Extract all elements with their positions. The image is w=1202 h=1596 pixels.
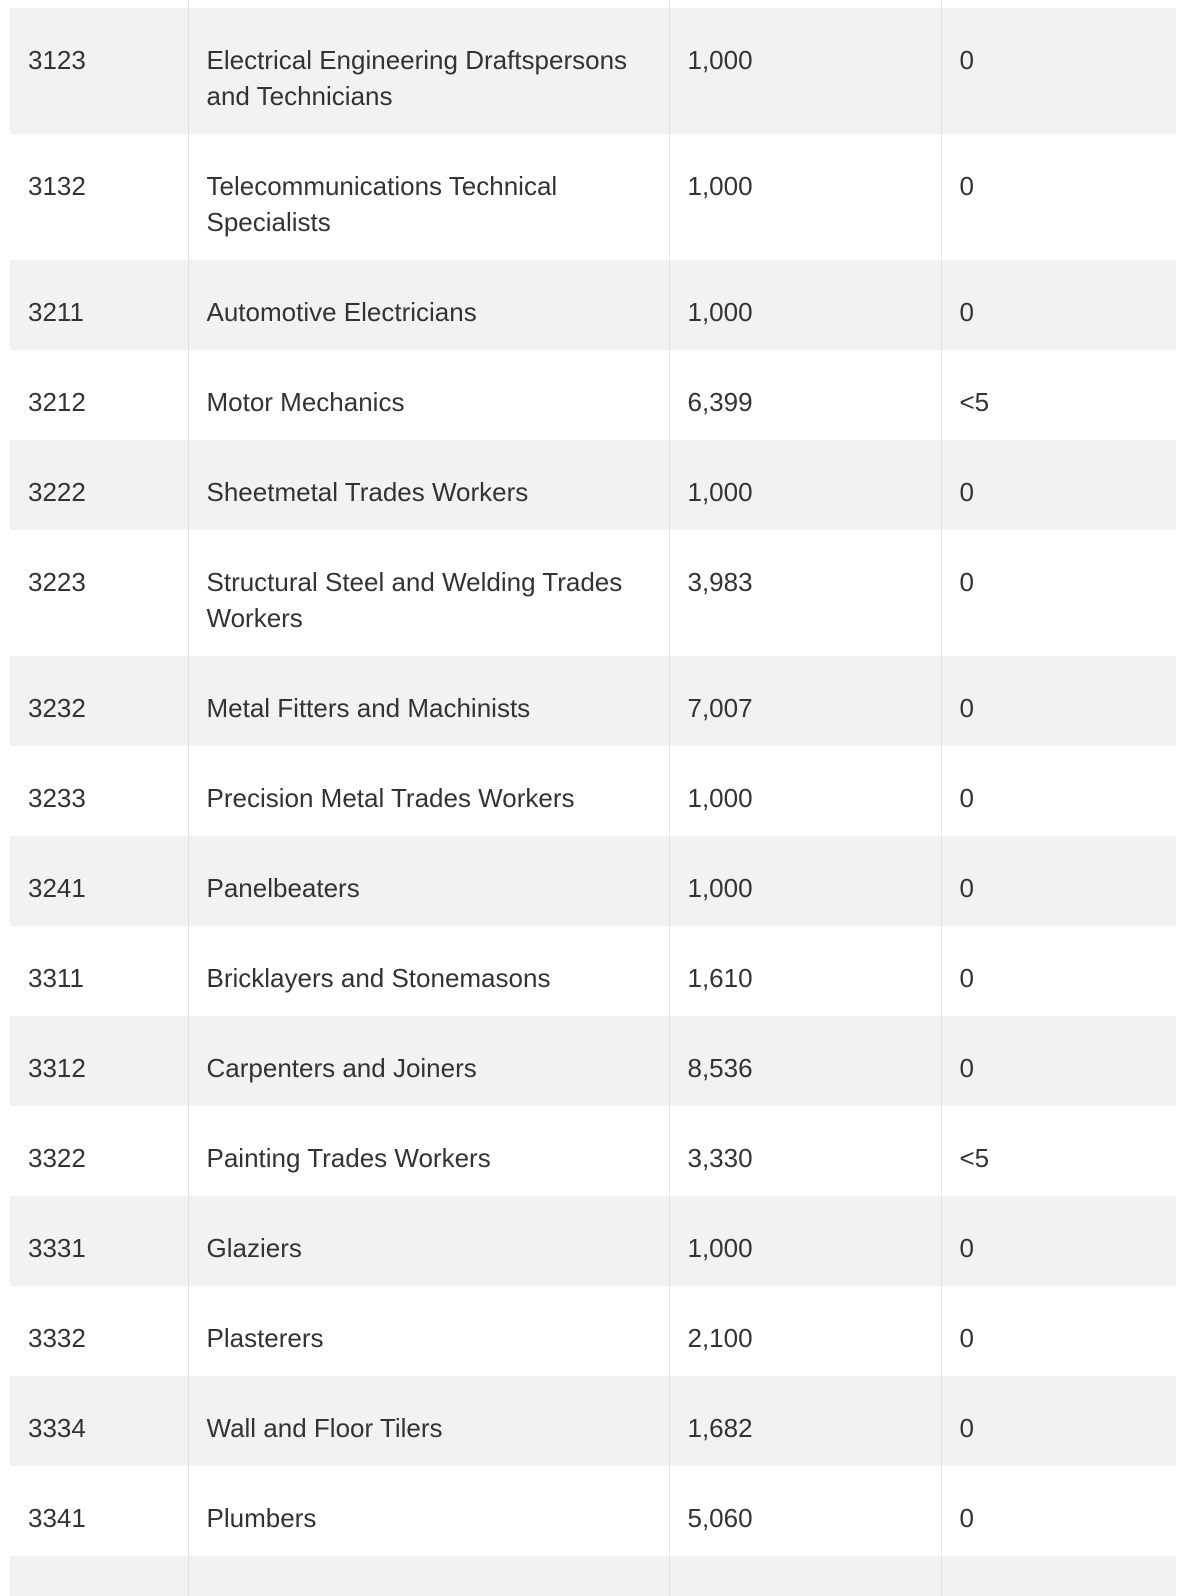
value-cell: 5,060 [669,1466,941,1556]
code-cell: 3322 [10,1106,188,1196]
code-cell: 3123 [10,8,188,134]
code-cell: 3232 [10,656,188,746]
code-cell: 3223 [10,530,188,656]
occupation-cell: Panelbeaters [188,836,669,926]
value-cell: 1,000 [669,260,941,350]
code-cell: 3132 [10,134,188,260]
table-row [10,8,1176,134]
table-row [10,1106,1176,1196]
table-row [10,530,1176,656]
count-cell: <5 [941,350,1176,440]
value-cell: 3,330 [669,1106,941,1196]
code-cell: 3222 [10,440,188,530]
value-cell: 7,007 [669,656,941,746]
table-row [10,1466,1176,1556]
value-cell: 2,100 [669,1286,941,1376]
count-cell: 0 [941,926,1176,1016]
table-row [10,1286,1176,1376]
code-cell: 3241 [10,836,188,926]
occupation-cell: Glaziers [188,1196,669,1286]
occupation-cell: Motor Mechanics [188,350,669,440]
table-row [10,440,1176,530]
count-cell: 0 [941,836,1176,926]
count-cell: 0 [941,656,1176,746]
value-cell: 1,000 [669,8,941,134]
code-cell: 3212 [10,350,188,440]
occupation-cell: Painting Trades Workers [188,1106,669,1196]
value-cell: 1,000 [669,134,941,260]
occupation-cell: Telecommunications Technical Specialists [188,134,669,260]
value-cell: 1,682 [669,1376,941,1466]
value-cell: 1,610 [669,926,941,1016]
code-cell: 3233 [10,746,188,836]
table-row [10,926,1176,1016]
count-cell: 0 [941,1376,1176,1466]
count-cell: 0 [941,1196,1176,1286]
value-cell: 6,399 [669,350,941,440]
count-cell: <5 [941,1106,1176,1196]
code-cell: 3311 [10,926,188,1016]
table-row [10,836,1176,926]
occupation-cell: Sheetmetal Trades Workers [188,440,669,530]
table-row [10,1376,1176,1466]
occupation-cell: Wall and Floor Tilers [188,1376,669,1466]
occupation-table [10,0,1176,1596]
table-row [10,1196,1176,1286]
code-cell: 3332 [10,1286,188,1376]
value-cell: 8,536 [669,1016,941,1106]
code-cell: 3312 [10,1016,188,1106]
count-cell: 0 [941,8,1176,134]
code-cell: 3341 [10,1466,188,1556]
count-cell: 0 [941,134,1176,260]
table-row [10,260,1176,350]
code-cell: 3211 [10,260,188,350]
value-cell: 1,000 [669,836,941,926]
count-cell: 0 [941,440,1176,530]
value-cell: 3,983 [669,530,941,656]
code-cell: 3331 [10,1196,188,1286]
count-cell: 0 [941,1466,1176,1556]
occupation-cell: Carpenters and Joiners [188,1016,669,1106]
count-cell: 0 [941,530,1176,656]
table-row-partial [10,0,1176,8]
occupation-cell: Automotive Electricians [188,260,669,350]
count-cell: 0 [941,1286,1176,1376]
occupation-cell: Plasterers [188,1286,669,1376]
table-row [10,656,1176,746]
code-cell: 3334 [10,1376,188,1466]
count-cell: 0 [941,1016,1176,1106]
occupation-cell: Electrical Engineering Draftspersons and Technicians [188,8,669,134]
table-row-partial [10,1556,1176,1596]
occupation-cell: Metal Fitters and Machinists [188,656,669,746]
table-row [10,350,1176,440]
value-cell: 1,000 [669,1196,941,1286]
table-row [10,134,1176,260]
value-cell: 1,000 [669,746,941,836]
occupation-cell: Structural Steel and Welding Trades Workers [188,530,669,656]
occupation-cell: Plumbers [188,1466,669,1556]
occupation-cell: Bricklayers and Stonemasons [188,926,669,1016]
table-row [10,1016,1176,1106]
value-cell: 1,000 [669,440,941,530]
occupation-cell: Precision Metal Trades Workers [188,746,669,836]
count-cell: 0 [941,260,1176,350]
occupation-table-container [10,0,1176,1596]
count-cell: 0 [941,746,1176,836]
table-row [10,746,1176,836]
